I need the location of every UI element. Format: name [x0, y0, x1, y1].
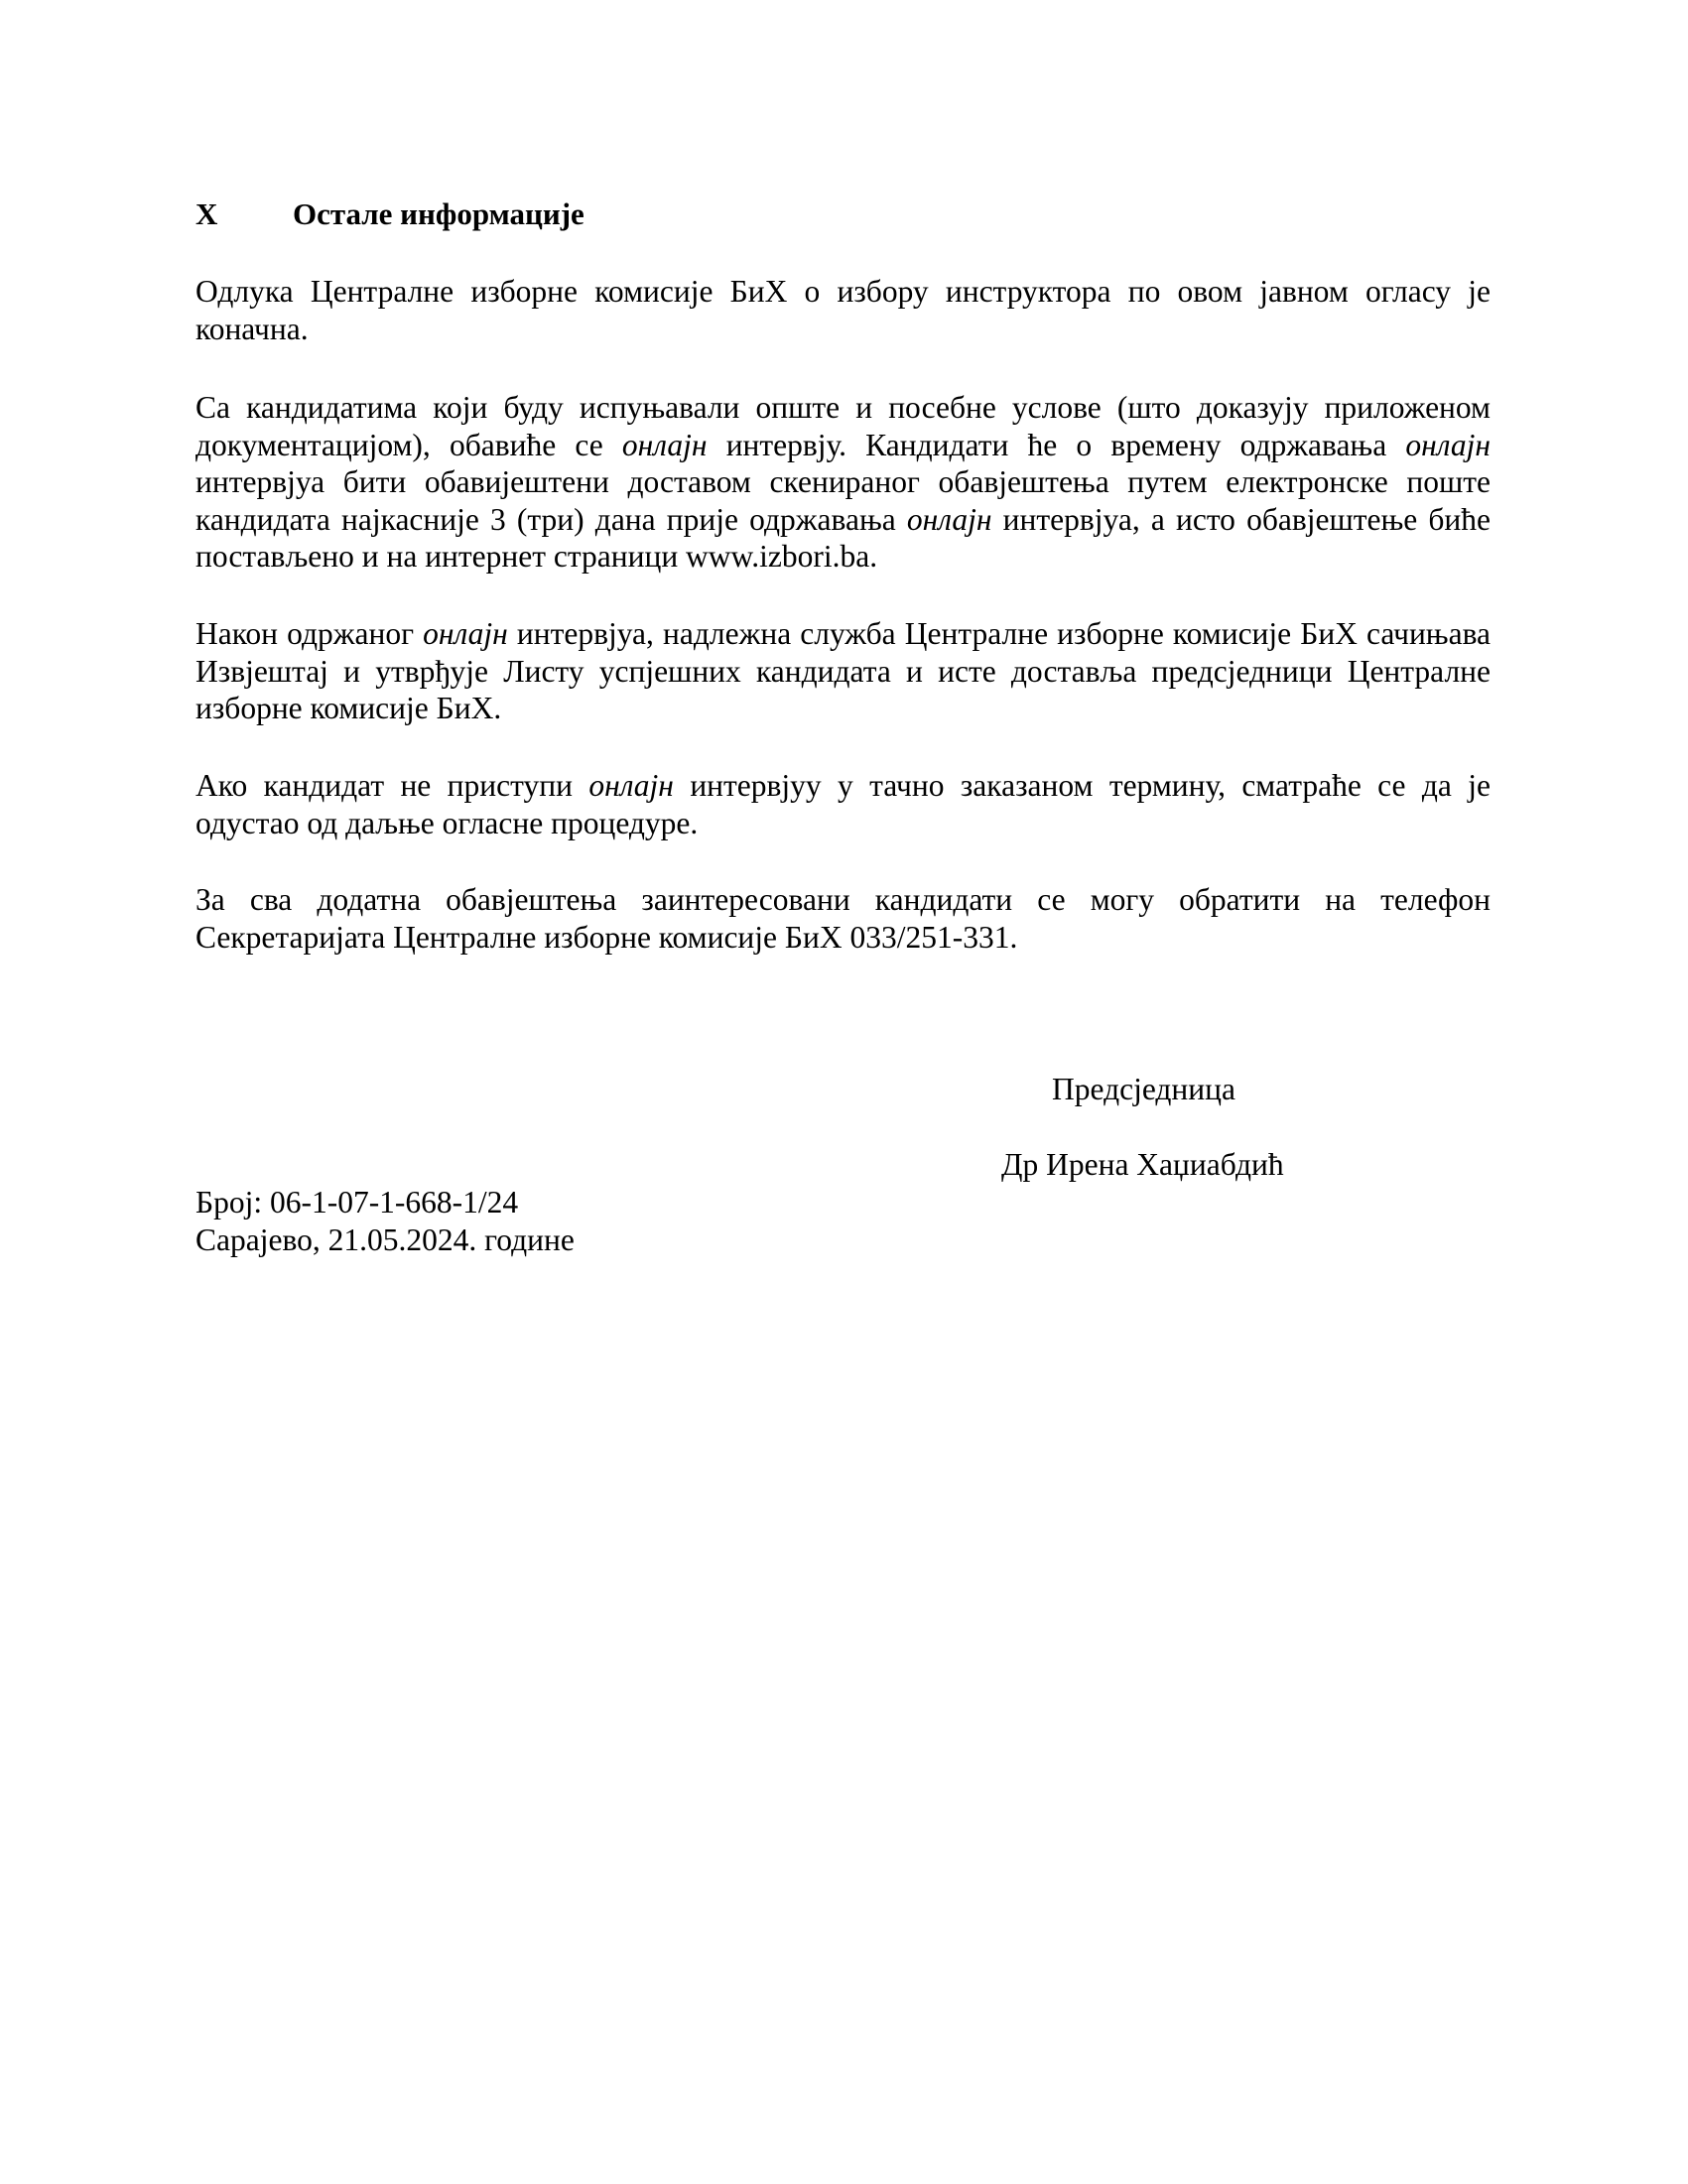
italic-term: онлајн	[906, 501, 992, 537]
paragraph-report	[195, 615, 1491, 727]
section-heading	[195, 194, 584, 234]
paragraph-text: интервјуа, а исто обавјештење биће постављено и на интернет страници www.izbori.ba.	[195, 501, 1491, 574]
reference-place-date: Сарајево, 21.05.2024. године	[195, 1222, 575, 1257]
paragraph-text: Са кандидатима који буду испуњавали опште и посебне услове (што доказују приложеном документацијом), обавиће се	[195, 390, 1491, 462]
italic-term: онлајн	[588, 768, 674, 803]
paragraph-text: Ако кандидат не приступи	[195, 768, 589, 803]
paragraph-text: интервјуа бити обавијештени доставом скенираног обавјештења путем електронске поште кандидата најкасније 3 (три) дана прије одржавања	[195, 464, 1491, 537]
italic-term: онлајн	[621, 427, 708, 462]
paragraph-contact: За сва додатна обавјештења заинтересовани кандидати се могу обратити на телефон Секретаријата Централне изборне комисије БиХ 033/251-331.	[195, 882, 1491, 955]
italic-term: онлајн	[423, 616, 508, 651]
paragraph-interview-notice	[195, 389, 1491, 576]
paragraph-text: интервјуу у тачно заказаном термину, сматраће се да је одустао од даљње огласне процедуре.	[195, 768, 1492, 840]
reference-number: Број: 06-1-07-1-668-1/24	[195, 1185, 519, 1220]
paragraph-absence	[195, 767, 1491, 841]
signature-title: Предсједница	[1052, 1072, 1235, 1106]
paragraph-text: интервју. Кандидати ће о времену одржавања	[707, 427, 1406, 462]
section-number: X	[195, 196, 218, 231]
paragraph-text: Након одржаног	[195, 616, 424, 651]
section-title: Остале информације	[293, 196, 584, 231]
signature-name: Др Ирена Хаџиабдић	[1001, 1147, 1284, 1182]
paragraph-decision-final: Одлука Централне изборне комисије БиХ о избору инструктора по овом јавном огласу је коначна.	[195, 274, 1491, 346]
italic-term: онлајн	[1405, 427, 1492, 462]
paragraph-text: интервјуа, надлежна служба Централне изборне комисије БиХ сачињава Извјештај и утврђује Листу успјешних кандидата и исте доставља предсједници Централне изборне комисије БиХ.	[195, 616, 1492, 725]
